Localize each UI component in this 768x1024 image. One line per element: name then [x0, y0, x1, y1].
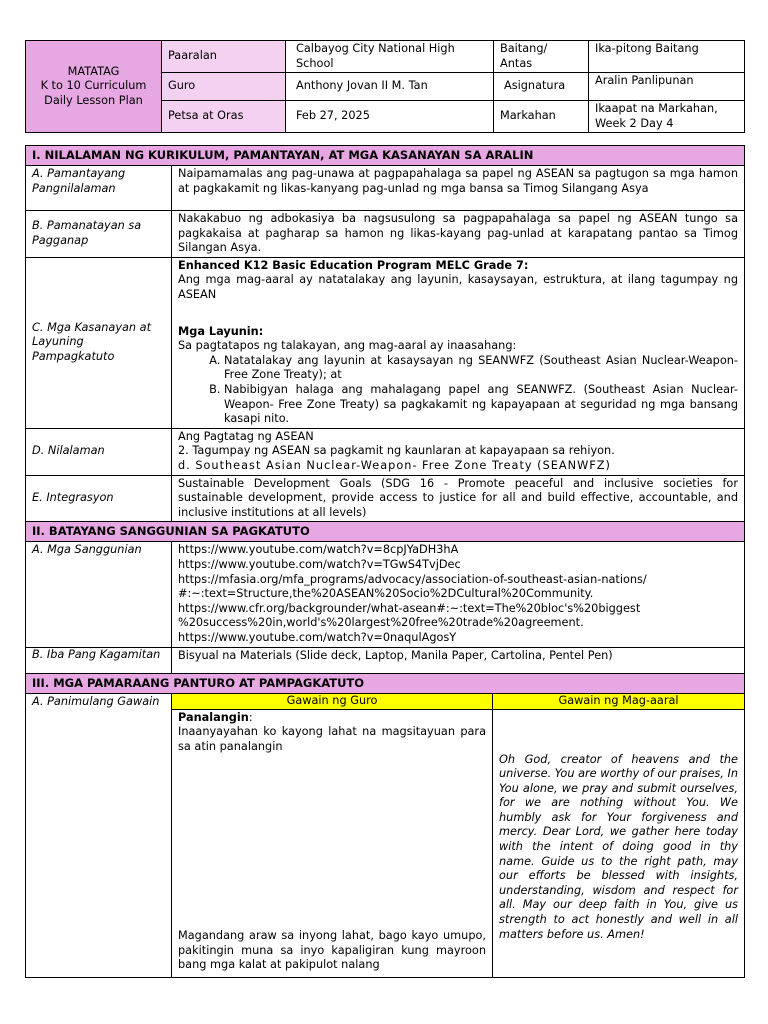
melc-title: Enhanced K12 Basic Education Program MELC Grade 7:: [178, 258, 529, 272]
grade-value: Ika-pitong Baitang: [589, 41, 745, 73]
school-label: Paaralan: [162, 41, 286, 73]
date-value: Feb 27, 2025: [286, 101, 494, 133]
section2-title: II. BATAYANG SANGGUNIAN SA PAGKATUTO: [26, 522, 745, 542]
prayer-text: Oh God, creator of heavens and the universe. You are worthy of our praises, In You alone, we pray and submit ourselves, for we are nothing without You. We humbly ask for Your forgiveness and mercy. Dear Lord, we gather here today with the intent of doing good in thy name. Guide us to the right path, may our efforts be blessed with insights, understanding, wisdom and respect for all. May our deep faith in You, give us strength to act honestly and well in all matters before us. Amen!: [499, 752, 738, 941]
header-title-line: MATATAG: [67, 64, 120, 78]
header-title-line: Daily Lesson Plan: [44, 93, 143, 107]
objectives-title: Mga Layunin:: [178, 324, 264, 338]
reference-link[interactable]: #:~:text=Structure,the%20ASEAN%20Socio%2DCultural%20Community.: [178, 587, 594, 601]
student-activity-header: Gawain ng Mag-aaral: [493, 693, 745, 709]
spacer: [178, 303, 738, 325]
reference-link[interactable]: https://www.cfr.org/backgrounder/what-asean#:~:text=The%20bloc's%20biggest: [178, 601, 641, 615]
integration-text: Sustainable Development Goals (SDG 16 - Promote peaceful and inclusive societies for sustainable development, provide access to justice for all and build effective, accountable, and inclusive institutions at all levels): [172, 475, 745, 522]
reference-link[interactable]: https://www.youtube.com/watch?v=8cpJYaDH3hA: [178, 543, 459, 557]
header-title: [26, 41, 162, 133]
content-line: d. Southeast Asian Nuclear-Weapon- Free Zone Treaty (SEANWFZ): [178, 458, 611, 472]
prayer-invite: Inaanyayahan ko kayong lahat na magsitayuan para sa atin panalangin: [178, 725, 486, 753]
references-label: A. Mga Sanggunian: [26, 542, 172, 647]
reference-link[interactable]: https://www.youtube.com/watch?v=0naqulAgosY: [178, 630, 457, 644]
materials-label: B. Iba Pang Kagamitan: [26, 647, 172, 673]
competencies-label: C. Mga Kasanayan at Layuning Pampagkatuto: [26, 257, 172, 428]
teacher-value: Anthony Jovan II M. Tan: [286, 73, 494, 101]
objective-item: A. Natatalakay ang layunin at kasaysayan ng SEANWFZ (Southeast Asian Nuclear-Weapon- Free Zone Treaty); at: [224, 354, 738, 383]
section3-title: III. MGA PAMARAANG PANTURO AT PAMPAGKATUTO: [26, 673, 745, 693]
teacher-activity-cell: [172, 709, 493, 977]
teacher-activity-header: Gawain ng Guro: [172, 693, 493, 709]
spacer: [178, 754, 486, 929]
reference-link[interactable]: https://mfasia.org/mfa_programs/advocacy/association-of-southeast-asian-nations/: [178, 572, 647, 586]
student-activity-cell: [493, 709, 745, 977]
section1-title: I. NILALAMAN NG KURIKULUM, PAMANTAYAN, AT MGA KASANAYAN SA ARALIN: [26, 146, 745, 166]
prayer-heading: Panalangin:: [178, 710, 253, 724]
materials-text: Bisyual na Materials (Slide deck, Laptop, Manila Paper, Cartolina, Pentel Pen): [172, 647, 745, 673]
content-standard-text: Naipamamalas ang pag-unawa at pagpapahalaga sa papel ng ASEAN sa pagtugon sa mga hamon at pagkakamit ng likas-kanyang pag-unlad ng mga bansa sa Timog Silangang Asya: [172, 166, 745, 211]
prayer-label: Panalangin: [178, 710, 249, 724]
grade-label: Baitang/ Antas: [494, 41, 589, 73]
reference-link[interactable]: https://www.youtube.com/watch?v=TGwS4TvjDec: [178, 557, 461, 571]
content-line: 2. Tagumpay ng ASEAN sa pagkamit ng kaunlaran at kapayapaan sa rehiyon.: [178, 444, 615, 458]
spacer: [499, 711, 738, 753]
quarter-value: Ikaapat na Markahan, Week 2 Day 4: [589, 101, 745, 133]
objectives-list: [178, 354, 738, 427]
header-table: [25, 40, 745, 133]
school-value: Calbayog City National High School: [286, 41, 494, 73]
quarter-label: Markahan: [494, 101, 589, 133]
objectives-intro: Sa pagtatapos ng talakayan, ang mag-aaral ay inaasahang:: [178, 339, 517, 353]
performance-standard-text: Nakakabuo ng adbokasiya ba nagsusulong sa pagpapahalaga sa papel ng ASEAN tungo sa pagkakaisa at pagharap sa hamon ng likas-kayang pag-unlad at karapatang pantao sa Timog Silangan Asya.: [172, 211, 745, 258]
content-line: Ang Pagtatag ng ASEAN: [178, 429, 314, 443]
content-standard-label: A. Pamantayang Pangnilalaman: [26, 166, 172, 211]
initial-activity-label: A. Panimulang Gawain: [26, 693, 172, 977]
objective-item: B. Nabibigyan halaga ang mahalagang papel ang SEANWFZ. (Southeast Asian Nuclear-Weapon- Free Zone Treaty) sa pagkakamit ng kapayapaan at seguridad ng mga bansang kasapi nito.: [224, 383, 738, 427]
content-cell: [172, 428, 745, 475]
competencies-cell: [172, 257, 745, 428]
integration-label: E. Integrasyon: [26, 475, 172, 522]
greeting-text: Magandang araw sa inyong lahat, bago kayo umupo, pakitingin muna sa inyo kapaligiran kung mayroon bang mga kalat at pakipulot nalang: [178, 929, 486, 972]
date-label: Petsa at Oras: [162, 101, 286, 133]
performance-standard-label: B. Pamanatayan sa Pagganap: [26, 211, 172, 258]
subject-label: Asignatura: [494, 73, 589, 101]
lesson-plan-table: [25, 145, 745, 978]
reference-link[interactable]: %20success%20in,world's%20largest%20free%20trade%20agreement.: [178, 616, 584, 630]
subject-value: Aralin Panlipunan: [589, 73, 745, 101]
teacher-label: Guro: [162, 73, 286, 101]
melc-text: Ang mga mag-aaral ay natatalakay ang layunin, kasaysayan, estruktura, at ilang tagumpay ng ASEAN: [178, 273, 738, 301]
header-title-line: K to 10 Curriculum: [40, 79, 147, 93]
references-cell: [172, 542, 745, 647]
content-label: D. Nilalaman: [26, 428, 172, 475]
